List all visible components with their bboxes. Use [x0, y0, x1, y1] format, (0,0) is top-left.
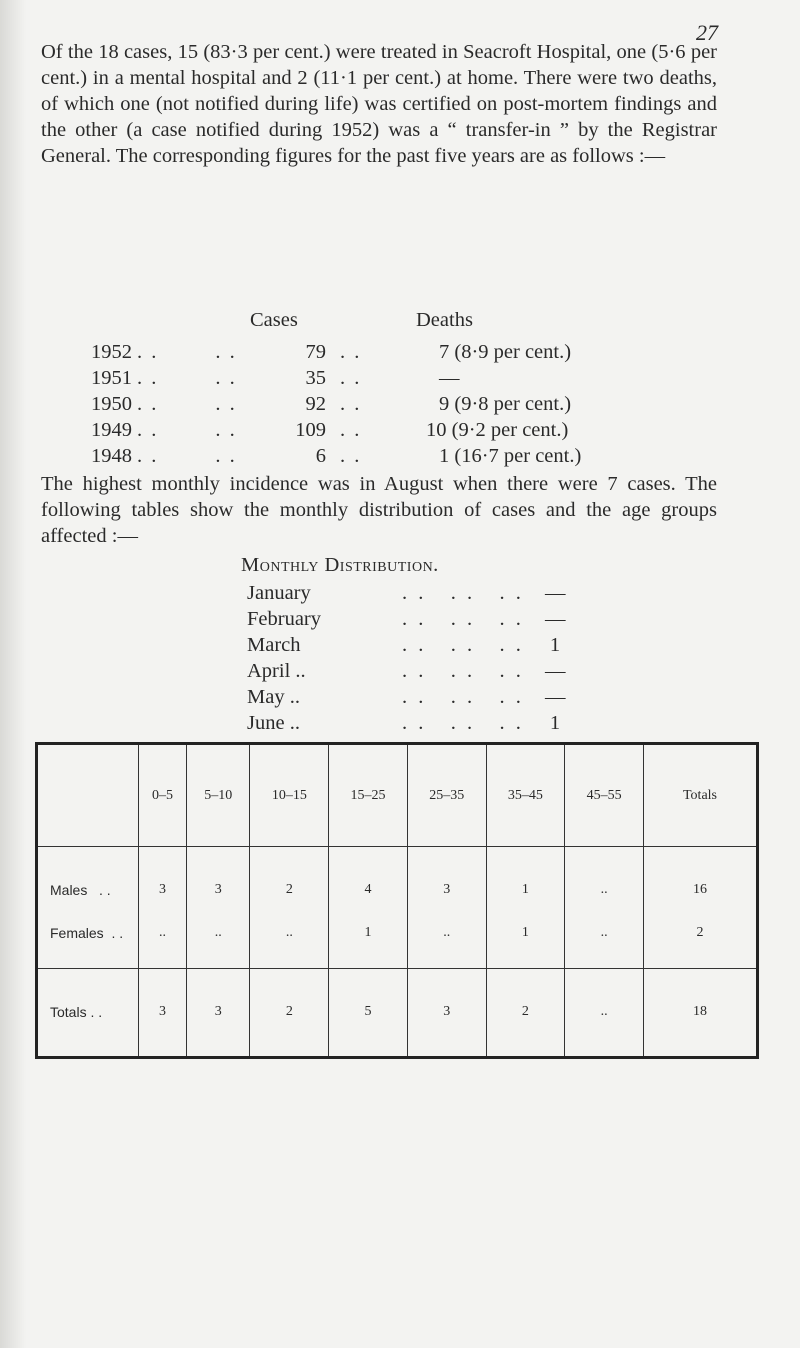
year-label: 1949: [91, 419, 132, 441]
year-row: [0, 419, 800, 445]
table-cell: ..: [565, 847, 644, 898]
month-label: April ..: [247, 660, 306, 682]
leader-dots: . . . . . .: [402, 712, 524, 734]
table-cell: 3: [139, 968, 187, 1057]
table-cell: 3: [187, 968, 250, 1057]
table-cell: 1: [486, 847, 565, 898]
year-row: [0, 341, 800, 367]
table-cell: 2: [644, 898, 758, 968]
leader-dots: . . . .: [137, 367, 237, 389]
table-cell: ..: [407, 898, 486, 968]
col-header: 0–5: [139, 744, 187, 847]
table-row: [37, 847, 758, 898]
row-label: Females . .: [37, 898, 139, 968]
month-row: [0, 608, 800, 634]
col-header: 15–25: [329, 744, 408, 847]
month-value: —: [545, 582, 566, 604]
leader-dots: . . . . . .: [402, 582, 524, 604]
table-cell: 1: [329, 898, 408, 968]
table-cell: 2: [250, 968, 329, 1057]
year-cases: 6: [315, 445, 326, 467]
year-deaths: 9 (9·8 per cent.): [439, 393, 572, 415]
cases-header: Cases: [250, 309, 298, 331]
year-cases: 79: [305, 341, 326, 363]
table-cell: 18: [644, 968, 758, 1057]
age-groups-table: [35, 742, 759, 1059]
year-cases: 92: [305, 393, 326, 415]
row-label-text: Totals: [50, 1004, 87, 1021]
leader-dots: . .: [340, 341, 362, 363]
leader-dots: . . . .: [137, 393, 237, 415]
leader-dots: . . . . . .: [402, 660, 524, 682]
year-cases: 35: [305, 367, 326, 389]
table-cell: 3: [187, 847, 250, 898]
leader-dots: . . . .: [137, 445, 237, 467]
table-cell: 2: [250, 847, 329, 898]
month-label: January: [247, 582, 311, 604]
year-row: [0, 445, 800, 471]
leader-dots: . .: [340, 367, 362, 389]
month-value: —: [545, 660, 566, 682]
col-header: 10–15: [250, 744, 329, 847]
col-header: 5–10: [187, 744, 250, 847]
month-value: 1: [549, 712, 561, 734]
month-label: May ..: [247, 686, 300, 708]
table-cell: ..: [565, 898, 644, 968]
year-label: 1951: [91, 367, 132, 389]
table-cell: 2: [486, 968, 565, 1057]
year-deaths: 10 (9·2 per cent.): [426, 419, 569, 441]
month-row: [0, 634, 800, 660]
table-cell: 16: [644, 847, 758, 898]
table-cell: ..: [187, 898, 250, 968]
leader-dots: . . . .: [137, 341, 237, 363]
leader-dots: . . . .: [137, 419, 237, 441]
year-cases: 109: [295, 419, 326, 441]
table-cell: 1: [486, 898, 565, 968]
col-header: Totals: [644, 744, 758, 847]
table-cell: ..: [250, 898, 329, 968]
table-cell: 4: [329, 847, 408, 898]
month-row: [0, 686, 800, 712]
month-row: [0, 582, 800, 608]
deaths-header: Deaths: [416, 309, 473, 331]
month-row: [0, 738, 800, 764]
leader-dots: . . . . . .: [402, 608, 524, 630]
intro-paragraph: Of the 18 cases, 15 (83·3 per cent.) were treated in Seacroft Hospital, one (5·6 per cent.) in a mental hospital and 2 (11·1 per cent.) at home. There were two deaths, of which one (not notified during life) was certified on post-mortem findings and the other (a case notified during 1952) was a “ transfer-in ” by the Registrar General. The corresponding figures for the past five years are as follows :—: [41, 41, 717, 167]
leader-dots: . . . . . .: [402, 686, 524, 708]
year-row: [0, 393, 800, 419]
month-label: February: [247, 608, 322, 630]
month-row: [0, 660, 800, 686]
year-deaths: —: [439, 367, 460, 389]
table-row: [37, 898, 758, 968]
table-cell: 3: [407, 968, 486, 1057]
year-deaths: 7 (8·9 per cent.): [439, 341, 572, 363]
year-row: [0, 367, 800, 393]
table-row: [37, 968, 758, 1057]
year-deaths: 1 (16·7 per cent.): [439, 445, 582, 467]
table-cell: ..: [139, 898, 187, 968]
following-paragraph: The highest monthly incidence was in August when there were 7 cases. The following tables show the monthly distribution of cases and the age groups affected :—: [41, 473, 717, 547]
row-label: Males . .: [37, 847, 139, 898]
leader-dots: . .: [340, 419, 362, 441]
table-cell: 3: [139, 847, 187, 898]
year-label: 1952: [91, 341, 132, 363]
col-header: 35–45: [486, 744, 565, 847]
month-value: 1: [549, 634, 561, 656]
monthly-heading: Monthly Distribution.: [241, 554, 439, 576]
row-label: Totals . .: [37, 968, 139, 1057]
row-label-text: Females: [50, 924, 104, 941]
table-cell: 5: [329, 968, 408, 1057]
month-label: June ..: [247, 712, 300, 734]
page-number: 27: [696, 20, 718, 45]
year-label: 1950: [91, 393, 132, 415]
leader-dots: . .: [340, 393, 362, 415]
table-cell: 3: [407, 847, 486, 898]
month-label: March: [247, 634, 301, 656]
year-label: 1948: [91, 445, 132, 467]
col-header: 25–35: [407, 744, 486, 847]
month-value: —: [545, 686, 566, 708]
month-row: [0, 712, 800, 738]
table-cell: ..: [565, 968, 644, 1057]
leader-dots: . . . . . .: [402, 634, 524, 656]
row-label-text: Males: [50, 881, 88, 898]
month-value: —: [545, 608, 566, 630]
col-header: 45–55: [565, 744, 644, 847]
leader-dots: . .: [340, 445, 362, 467]
